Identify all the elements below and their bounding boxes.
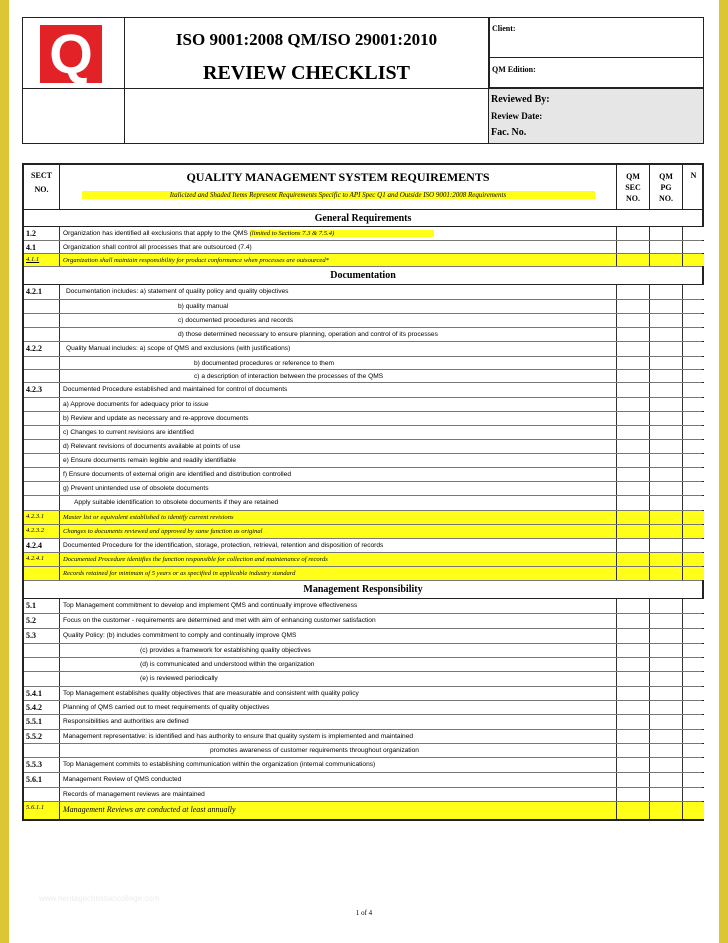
review-date-label: Review Date: [491, 111, 543, 121]
table-row[interactable]: 4.2.3.1 Master list or equivalent established to identify current revisions [24, 511, 702, 525]
shading-note: Italicized and Shaded Items Represent Requirements Specific to API Spec Q1 and Outside ISO 9001:2008 Requirements [82, 191, 595, 199]
document-title-line2: REVIEW CHECKLIST [203, 62, 410, 84]
page-number: 1 of 4 [355, 909, 373, 917]
table-row[interactable]: 4.2.4 Documented Procedure for the identification, storage, protection, retrieval, retention and disposition of records [24, 539, 702, 553]
table-row[interactable]: c) documented procedures and records [24, 314, 702, 328]
sect-no-header: SECT NO. [24, 165, 60, 210]
table-row[interactable]: Records of management reviews are maintained [24, 788, 702, 802]
blank-cell-middle [124, 88, 489, 144]
table-row[interactable]: f) Ensure documents of external origin are identified and distribution controlled [24, 468, 702, 482]
logo-cell [22, 17, 124, 88]
reviewed-by-label: Reviewed By: [491, 94, 550, 105]
qm-sec-no-header: QM SEC NO. [617, 165, 650, 210]
table-row[interactable]: promotes awareness of customer requirements throughout organization [24, 744, 702, 758]
table-row[interactable]: 4.2.3 Documented Procedure established and maintained for control of documents [24, 383, 702, 398]
q-logo: Q [40, 25, 102, 83]
table-row[interactable]: (e) is reviewed periodically [24, 672, 702, 687]
table-row[interactable]: 5.4.1 Top Management establishes quality objectives that are measurable and consistent with quality policy [24, 687, 702, 701]
table-row[interactable]: d) those determined necessary to ensure planning, operation and control of its processes [24, 328, 702, 342]
checklist-page [9, 0, 719, 943]
table-row[interactable]: 4.1.1 Organization shall maintain responsibility for product conformance when processes are outsourced* [24, 254, 702, 267]
table-row[interactable]: 5.5.2 Management representative: is identified and has authority to ensure that quality system is implemented and maintained [24, 730, 702, 744]
table-row[interactable]: d) Relevant revisions of documents available at points of use [24, 440, 702, 454]
qm-edition-label: QM Edition: [492, 65, 536, 74]
requirements-title: QUALITY MANAGEMENT SYSTEM REQUIREMENTS [186, 170, 490, 184]
table-row[interactable]: Records retained for minimum of 5 years or as specified in applicable industry standard [24, 567, 702, 581]
table-row[interactable]: 5.5.3 Top Management commits to establishing communication within the organization (internal communications) [24, 758, 702, 773]
table-row[interactable]: Apply suitable identification to obsolete documents if they are retained [24, 496, 702, 511]
table-header-row [24, 165, 702, 210]
table-row[interactable]: c) a description of interaction between the processes of the QMS [24, 370, 702, 383]
watermark: www.heritagechristiancollege.com [39, 894, 160, 903]
table-row[interactable]: 1.2 Organization has identified all exclusions that apply to the QMS (limited to Sections 7.3 & 7.5.4) [24, 227, 702, 241]
table-row[interactable]: (d) is communicated and understood within the organization [24, 658, 702, 672]
table-row[interactable]: 5.3 Quality Policy: (b) includes commitment to comply and continually improve QMS [24, 629, 702, 644]
table-row[interactable]: 4.2.4.1 Documented Procedure identifies the function responsible for collection and maintenance of records [24, 553, 702, 567]
table-row[interactable]: 4.2.1 Documentation includes: a) statement of quality policy and quality objectives [24, 285, 702, 300]
table-row[interactable]: e) Ensure documents remain legible and readily identifiable [24, 454, 702, 468]
section-general-requirements: General Requirements [24, 210, 702, 227]
table-row[interactable]: 4.2.2 Quality Manual includes: a) scope of QMS and exclusions (with justifications) [24, 342, 702, 357]
review-info-cell[interactable] [489, 88, 704, 144]
table-row[interactable]: (c) provides a framework for establishing quality objectives [24, 644, 702, 658]
table-row[interactable]: g) Prevent unintended use of obsolete documents [24, 482, 702, 496]
table-row[interactable]: 5.4.2 Planning of QMS carried out to meet requirements of quality objectives [24, 701, 702, 715]
table-row[interactable]: b) quality manual [24, 300, 702, 314]
table-row[interactable]: 5.6.1.1 Management Reviews are conducted at least annually [24, 802, 702, 819]
section-documentation: Documentation [24, 267, 702, 285]
requirements-table [22, 163, 704, 821]
table-row[interactable]: 5.6.1 Management Review of QMS conducted [24, 773, 702, 788]
table-row[interactable]: b) Review and update as necessary and re-approve documents [24, 412, 702, 426]
qm-pg-no-header: QM PG NO. [650, 165, 683, 210]
fac-no-label: Fac. No. [491, 127, 527, 138]
section-management-responsibility: Management Responsibility [24, 581, 702, 599]
table-row[interactable]: 5.5.1 Responsibilities and authorities are defined [24, 715, 702, 730]
client-label: Client: [492, 24, 516, 33]
table-row[interactable]: 5.1 Top Management commitment to develop and implement QMS and continually improve effectiveness [24, 599, 702, 614]
title-cell [124, 17, 489, 88]
table-row[interactable]: 4.1 Organization shall control all processes that are outsourced (7.4) [24, 241, 702, 254]
qm-edition-field[interactable] [489, 58, 704, 88]
table-row[interactable]: 4.2.3.2 Changes to documents reviewed and approved by same function as original [24, 525, 702, 539]
n-header: N [690, 171, 697, 180]
table-row[interactable]: b) documented procedures or reference to them [24, 357, 702, 370]
document-title-line1: ISO 9001:2008 QM/ISO 29001:2010 [175, 30, 438, 49]
blank-cell-left [22, 88, 124, 144]
client-field[interactable] [489, 17, 704, 58]
table-row[interactable]: a) Approve documents for adequacy prior to issue [24, 398, 702, 412]
requirements-header [60, 165, 617, 210]
table-row[interactable]: 5.2 Focus on the customer - requirements are determined and met with aim of enhancing customer satisfaction [24, 614, 702, 629]
table-row[interactable]: c) Changes to current revisions are identified [24, 426, 702, 440]
